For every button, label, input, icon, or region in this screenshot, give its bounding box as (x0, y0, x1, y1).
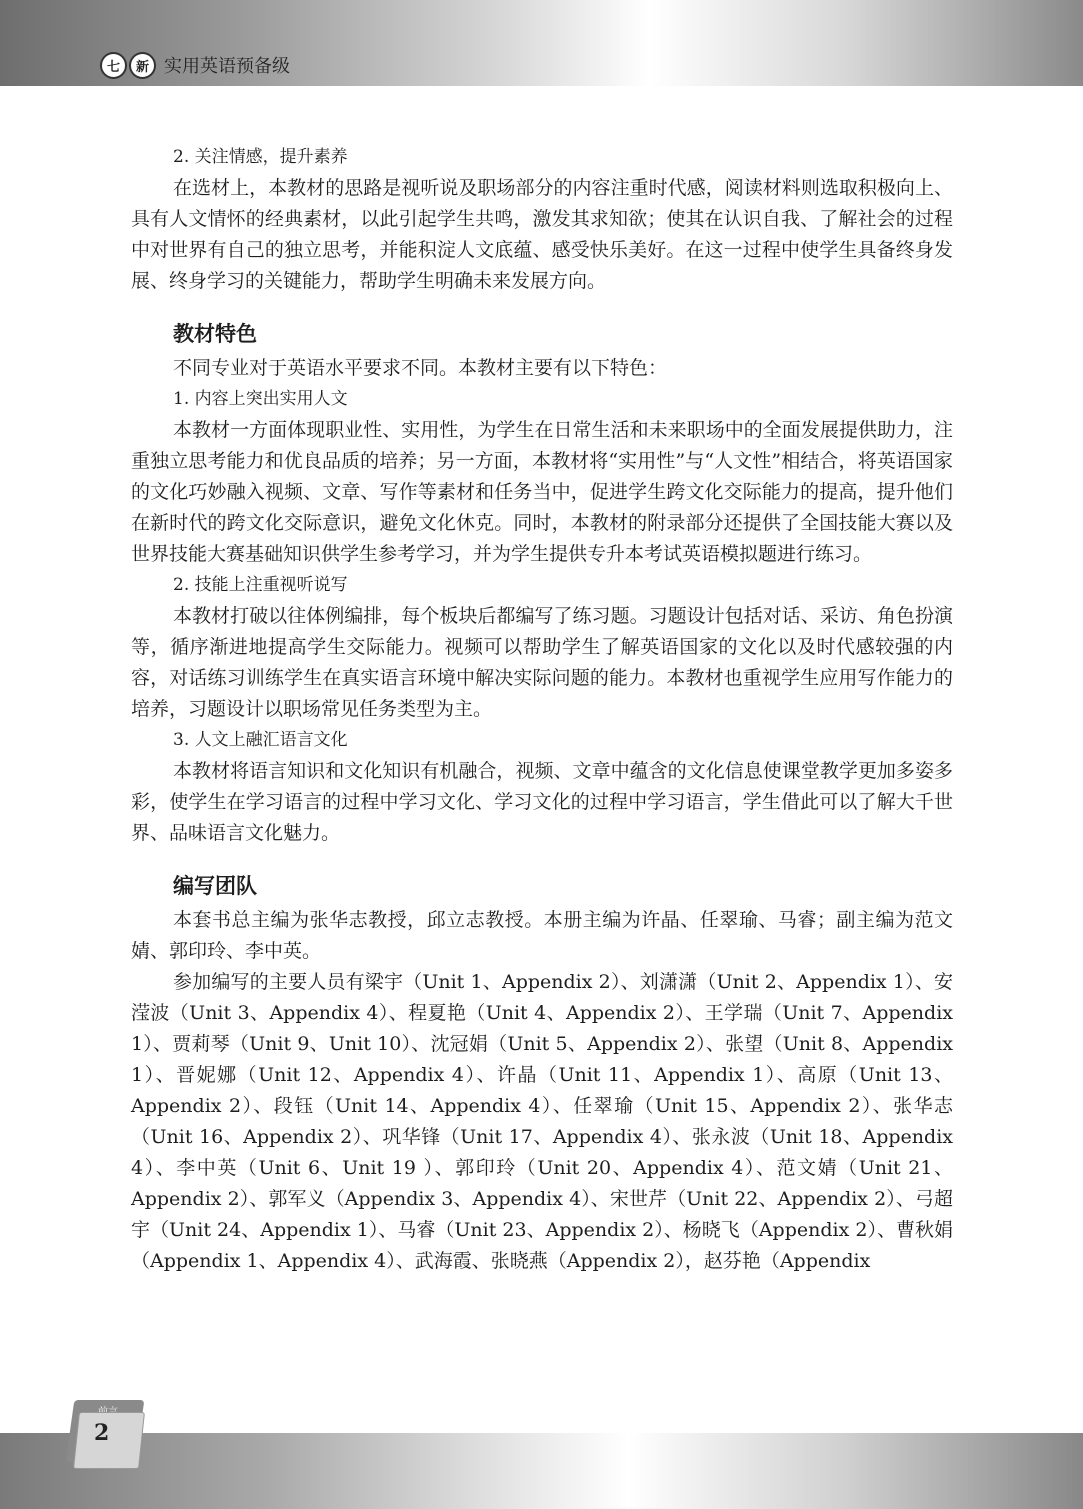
feature-subtitle: 2. 技能上注重视听说写 (173, 575, 348, 595)
page-content (131, 142, 953, 1277)
features-intro: 不同专业对于英语水平要求不同。本教材主要有以下特色： (173, 357, 668, 379)
section-paragraph: 在选材上，本教材的思路是视听说及职场部分的内容注重时代感，阅读材料则选取积极向上、具有人文情怀的经典素材，以此引起学生共鸣，激发其求知欲；使其在认识自我、了解社会的过程中对世界有自己的独立思考，并能积淀人文底蕴、感受快乐美好。在这一过程中使学生具备终身发展、终身学习的关键能力，帮助学生明确未来发展方向。 (131, 177, 953, 292)
logo-xin-icon: 新 (129, 52, 156, 79)
feature-paragraph: 本教材将语言知识和文化知识有机融合，视频、文章中蕴含的文化信息使课堂教学更加多姿多彩，使学生在学习语言的过程中学习文化、学习文化的过程中学习语言，学生借此可以了解大千世界、品味语言文化魅力。 (131, 760, 953, 844)
logo-mark-icon: 七 (100, 52, 127, 79)
team-paragraph: 本套书总主编为张华志教授，邱立志教授。本册主编为许晶、任翠瑜、马睿；副主编为范文婧、郭印玲、李中英。 (131, 909, 953, 962)
team-heading: 编写团队 (173, 874, 257, 898)
series-logo (100, 50, 290, 80)
footer-band (0, 1433, 1083, 1509)
feature-paragraph: 本教材打破以往体例编排，每个板块后都编写了练习题。习题设计包括对话、采访、角色扮演等，循序渐进地提高学生交际能力。视频可以帮助学生了解英语国家的文化以及时代感较强的内容，对话练习训练学生在真实语言环境中解决实际问题的能力。本教材也重视学生应用写作能力的培养，习题设计以职场常见任务类型为主。 (131, 605, 953, 720)
feature-subtitle: 3. 人文上融汇语言文化 (173, 730, 348, 750)
section-subtitle: 2. 关注情感，提升素养 (173, 147, 348, 167)
team-paragraph: 参加编写的主要人员有梁宇（Unit 1、Appendix 2）、刘潇潇（Unit 2、Appendix 1）、安滢波（Unit 3、Appendix 4）、程夏艳（Unit 4、Appendix 2）、王学瑞（Unit 7、Appendix 1）、贾莉琴（Unit 9、Unit 10）、沈冠娟（Unit 5、Appendix 2）、张望（Unit 8、Appendix 1）、晋妮娜（Unit 12、Appendix 4）、许晶（Unit 11、Appendix 1）、高原（Unit 13、Appendix 2）、段钰（Unit 14、Appendix 4）、任翠瑜（Unit 15、Appendix 2）、张华志（Unit 16、Appendix 2）、巩华锋（Unit 17、Appendix 4）、张永波（Unit 18、Appendix 4）、李中英（Unit 6、Unit 19 ）、郭印玲（Unit 20、Appendix 4）、范文婧（Unit 21、Appendix 2）、郭军义（Appendix 3、Appendix 4）、宋世芹（Unit 22、Appendix 2）、弓超宇（Unit 24、Appendix 1）、马睿（Unit 23、Appendix 2）、杨晓飞（Appendix 2）、曹秋娟（Appendix 1、Appendix 4）、武海霞、张晓燕（Appendix 2），赵芬艳（Appendix (131, 971, 953, 1272)
page-number: 2 (94, 1420, 110, 1446)
features-heading: 教材特色 (173, 322, 257, 346)
feature-paragraph: 本教材一方面体现职业性、实用性，为学生在日常生活和未来职场中的全面发展提供助力，注重独立思考能力和优良品质的培养；另一方面，本教材将“实用性”与“人文性”相结合，将英语国家的文化巧妙融入视频、文章、写作等素材和任务当中，促进学生跨文化交际能力的提高，提升他们在新时代的跨文化交际意识，避免文化休克。同时，本教材的附录部分还提供了全国技能大赛以及世界技能大赛基础知识供学生参考学习，并为学生提供专升本考试英语模拟题进行练习。 (131, 419, 953, 565)
book-title: 实用英语预备级 (164, 56, 290, 77)
feature-subtitle: 1. 内容上突出实用人文 (173, 389, 348, 409)
